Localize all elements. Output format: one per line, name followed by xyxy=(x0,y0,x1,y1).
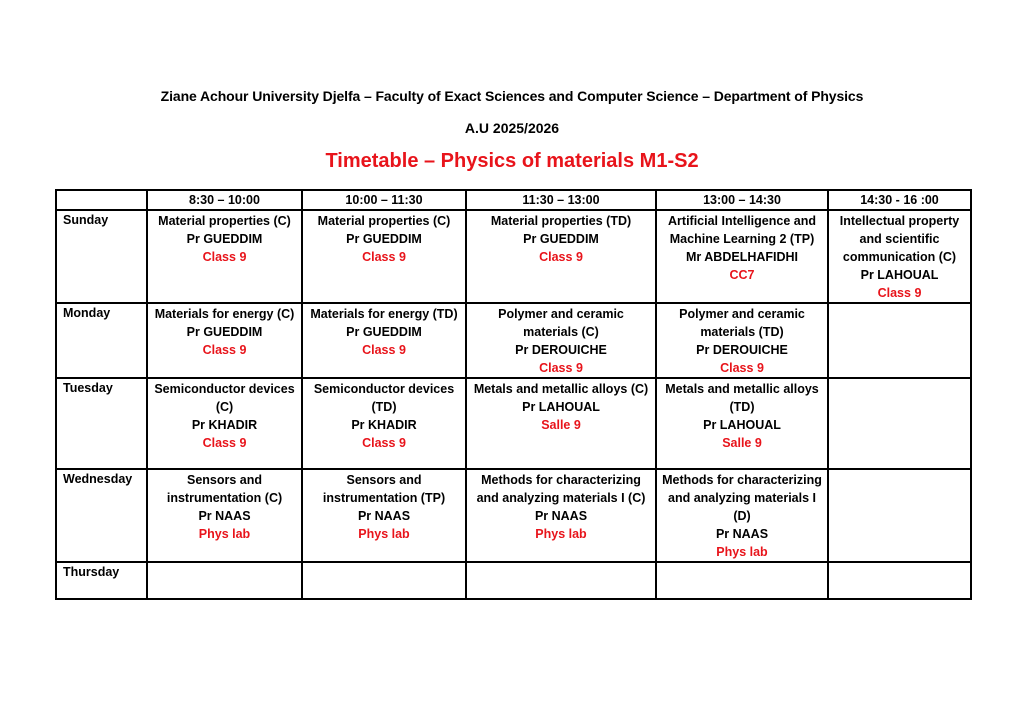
session-cell xyxy=(302,303,466,378)
empty-cell xyxy=(147,562,302,599)
day-row-monday xyxy=(56,303,971,378)
teacher-name: Pr KHADIR xyxy=(191,418,258,432)
course-name: Sensors and instrumentation (TP) xyxy=(322,473,446,505)
day-label: Monday xyxy=(56,303,147,378)
teacher-name: Pr GUEDDIM xyxy=(346,232,422,246)
teacher-name: Pr NAAS xyxy=(715,527,769,541)
course-name: Sensors and instrumentation (C) xyxy=(166,473,283,505)
room-label: Phys lab xyxy=(198,527,251,541)
course-name: Metals and metallic alloys (C) xyxy=(473,382,649,396)
teacher-name: Pr NAAS xyxy=(357,509,411,523)
session-cell xyxy=(466,469,656,562)
room-label: Class 9 xyxy=(720,361,764,375)
room-label: Class 9 xyxy=(202,436,247,450)
page-title: Timetable – Physics of materials M1-S2 xyxy=(325,150,699,172)
course-name: Materials for energy (TD) xyxy=(310,307,458,321)
course-name: Materials for energy (C) xyxy=(154,307,295,321)
room-label: Salle 9 xyxy=(541,418,581,432)
room-label: Class 9 xyxy=(202,250,247,264)
timetable xyxy=(55,189,972,600)
course-name: Methods for characterizing and analyzing materials I (D) xyxy=(662,473,822,523)
course-name: Polymer and ceramic materials (TD) xyxy=(679,307,805,339)
session-cell xyxy=(302,210,466,303)
course-name: Methods for characterizing and analyzing materials I (C) xyxy=(476,473,646,505)
course-name: Semiconductor devices (TD) xyxy=(313,382,455,414)
room-label: Class 9 xyxy=(877,286,922,300)
session-cell xyxy=(656,210,828,303)
session-cell xyxy=(466,303,656,378)
course-name: Artificial Intelligence and Machine Learning 2 (TP) xyxy=(668,214,816,246)
empty-cell xyxy=(828,378,971,469)
teacher-name: Mr ABDELHAFIDHI xyxy=(685,250,799,264)
room-label: Class 9 xyxy=(539,361,583,375)
teacher-name: Pr GUEDDIM xyxy=(523,232,599,246)
session-cell xyxy=(302,469,466,562)
session-cell xyxy=(147,303,302,378)
session-cell xyxy=(147,210,302,303)
day-label: Tuesday xyxy=(56,378,147,469)
course-name: Metals and metallic alloys (TD) xyxy=(665,382,819,414)
session-cell xyxy=(147,378,302,469)
empty-cell xyxy=(656,562,828,599)
teacher-name: Pr DEROUICHE xyxy=(696,343,788,357)
empty-cell xyxy=(828,562,971,599)
empty-cell xyxy=(828,303,971,378)
day-label: Thursday xyxy=(56,562,147,599)
time-slot-header: 13:00 – 14:30 xyxy=(656,190,828,210)
academic-year: A.U 2025/2026 xyxy=(464,120,560,136)
room-label: Class 9 xyxy=(539,250,583,264)
room-label: Salle 9 xyxy=(722,436,762,450)
teacher-name: Pr LAHOUAL xyxy=(522,400,600,414)
room-label: Class 9 xyxy=(362,343,406,357)
teacher-name: Pr LAHOUAL xyxy=(860,268,939,282)
session-cell xyxy=(466,210,656,303)
teacher-name: Pr DEROUICHE xyxy=(515,343,607,357)
room-label: CC7 xyxy=(729,268,755,282)
session-cell xyxy=(828,210,971,303)
room-label: Phys lab xyxy=(358,527,410,541)
session-cell xyxy=(302,378,466,469)
room-label: Class 9 xyxy=(362,250,406,264)
day-row-sunday xyxy=(56,210,971,303)
teacher-name: Pr NAAS xyxy=(534,509,588,523)
room-label: Class 9 xyxy=(202,343,247,357)
course-name: Material properties (C) xyxy=(317,214,451,228)
empty-cell xyxy=(828,469,971,562)
session-cell xyxy=(466,378,656,469)
empty-cell xyxy=(302,562,466,599)
course-name: Semiconductor devices (C) xyxy=(154,382,295,414)
time-slot-header: 10:00 – 11:30 xyxy=(302,190,466,210)
session-cell xyxy=(656,378,828,469)
time-slot-header: 8:30 – 10:00 xyxy=(147,190,302,210)
course-name: Intellectual property and scientific communication (C) xyxy=(839,214,960,264)
teacher-name: Pr LAHOUAL xyxy=(703,418,781,432)
day-label: Sunday xyxy=(56,210,147,303)
course-name: Polymer and ceramic materials (C) xyxy=(498,307,624,339)
corner-cell xyxy=(56,190,147,210)
session-cell xyxy=(656,469,828,562)
day-row-thursday xyxy=(56,562,971,599)
university-header: Ziane Achour University Djelfa – Faculty of Exact Sciences and Computer Science – Department of Physics xyxy=(160,88,864,104)
course-name: Material properties (C) xyxy=(158,214,291,228)
day-label: Wednesday xyxy=(56,469,147,562)
session-cell xyxy=(656,303,828,378)
room-label: Phys lab xyxy=(716,545,768,559)
time-slot-header: 11:30 – 13:00 xyxy=(466,190,656,210)
time-slot-header: 14:30 - 16 :00 xyxy=(828,190,971,210)
teacher-name: Pr GUEDDIM xyxy=(186,232,263,246)
room-label: Class 9 xyxy=(362,436,406,450)
teacher-name: Pr GUEDDIM xyxy=(186,325,263,339)
time-slot-header-row xyxy=(56,190,971,210)
teacher-name: Pr GUEDDIM xyxy=(346,325,422,339)
course-name: Material properties (TD) xyxy=(490,214,632,228)
teacher-name: Pr KHADIR xyxy=(351,418,417,432)
teacher-name: Pr NAAS xyxy=(198,509,251,523)
room-label: Phys lab xyxy=(535,527,587,541)
day-row-tuesday xyxy=(56,378,971,469)
empty-cell xyxy=(466,562,656,599)
session-cell xyxy=(147,469,302,562)
day-row-wednesday xyxy=(56,469,971,562)
